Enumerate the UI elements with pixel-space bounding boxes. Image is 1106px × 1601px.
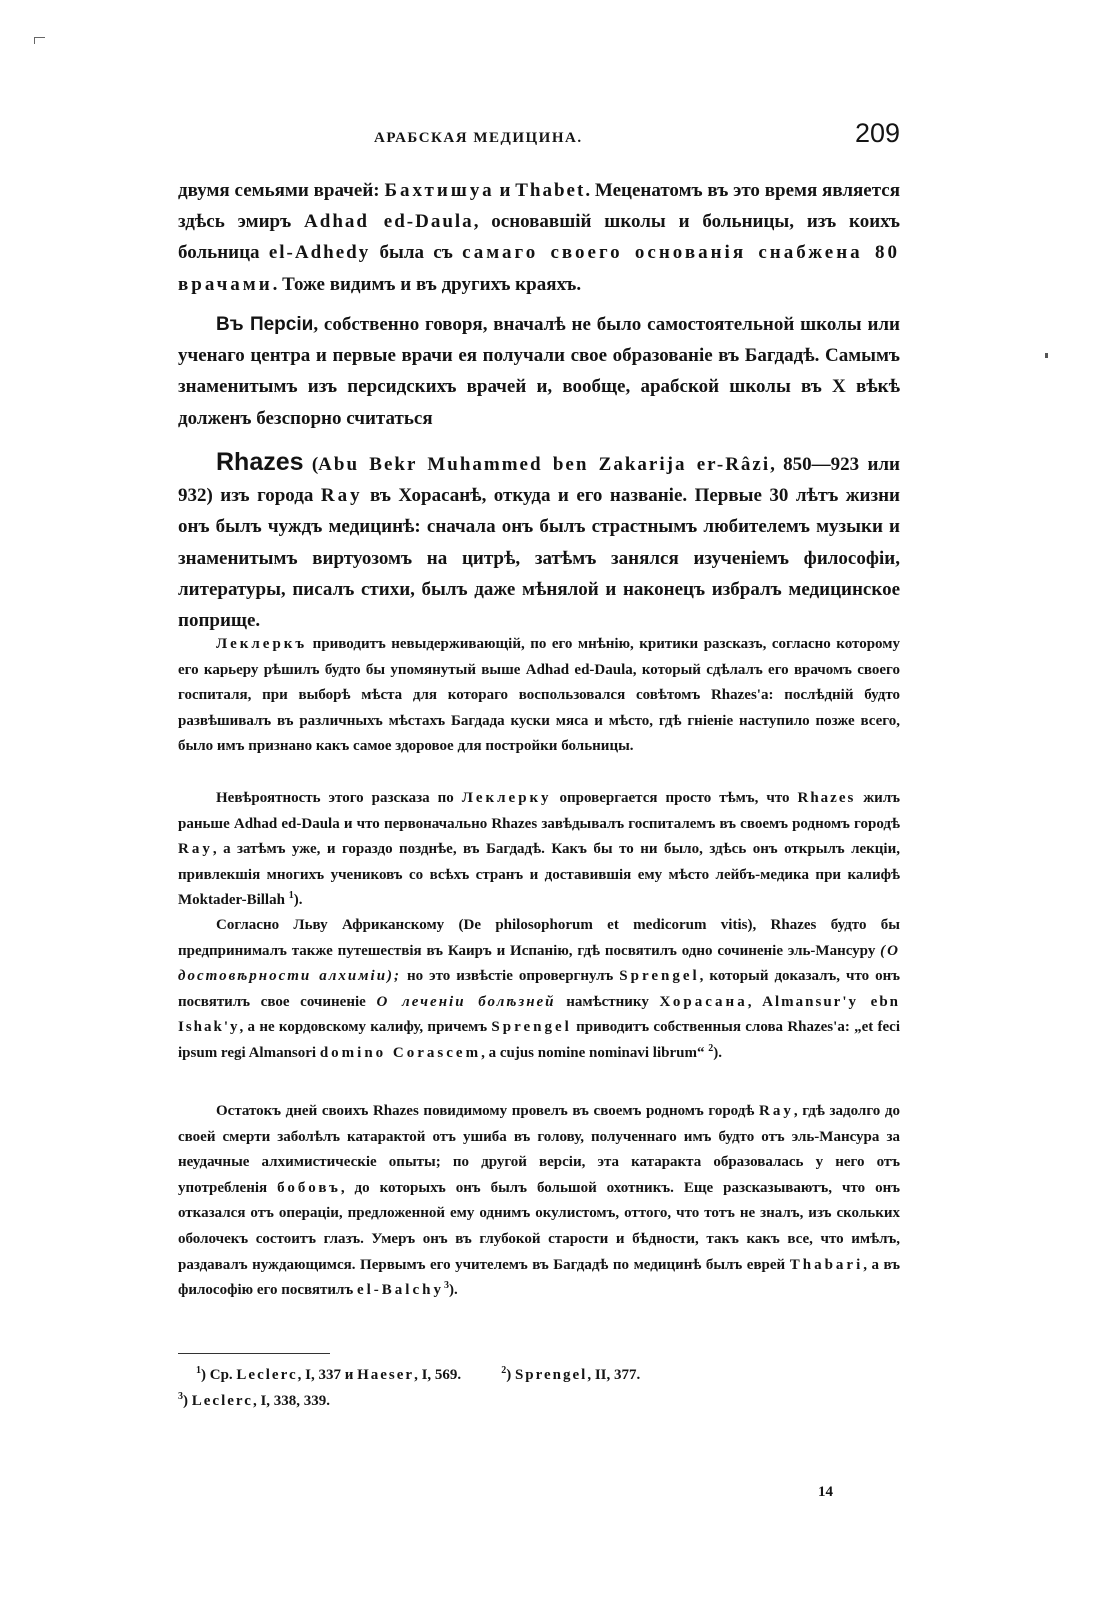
spaced-name: Thabari [789,1256,864,1273]
paragraph-5-text [178,786,900,914]
footnote-line-2 [178,1389,900,1415]
footnotes [178,1363,900,1414]
page-header [178,118,900,154]
paragraph-2 [178,309,900,434]
section-heading: Въ Персіи [216,314,314,335]
footnote-ref: 1 [288,890,294,902]
spaced-name: Haeser [357,1367,415,1383]
text-run: , а затѣмъ уже, и гораздо позднѣе, въ Багдадѣ. Какъ бы то ни было, здѣсь онъ открылъ лекціи, привлекшія многихъ учениковъ со всѣхъ странъ и доставившія ему мѣсто лейбъ-медика при калифѣ Moktader-Billah [178,841,900,909]
text-run: , I, 338, 339. [252,1392,331,1409]
spaced-name: Rhazes [797,790,856,806]
scan-corner-mark [34,37,45,44]
footnote-divider [178,1353,330,1354]
text-run: была съ [370,242,463,264]
spaced-name: Sprengel [491,1019,572,1036]
text-run: , I, 569. [414,1367,462,1383]
text-run: Остатокъ дней своихъ Rhazes повидимому провелъ въ своемъ родномъ городѣ [216,1103,759,1119]
spaced-name: Abu Bekr Muhammed ben Zakarija er-Râzi [318,454,771,475]
footnote-ref: 3 [443,1280,449,1292]
text-run: намѣстнику [555,993,660,1010]
paragraph-7 [178,1099,900,1304]
italic-title: О леченіи болѣзней [376,993,556,1010]
text-run: ). [293,892,303,909]
paragraph-6-text [178,913,900,1067]
spaced-name: Хорасана [659,993,748,1010]
paragraph-7-text [178,1099,900,1304]
running-title: АРАБСКАЯ МЕДИЦИНА. [374,130,583,146]
paragraph-5 [178,786,900,914]
text-run: ). [448,1282,458,1299]
text-run: ) [506,1367,515,1383]
spaced-name: Thabet [515,180,586,201]
text-run: но это извѣстіе опровергнулъ [401,968,620,985]
text-run: ). [713,1044,722,1061]
text-run: , до которыхъ онъ былъ большой охотникъ. Еще разсказываютъ, что онъ отказался отъ операціи, предложенной ему однимъ окулистомъ, оттого, что тотъ не зналъ, изъ скольких оболочекъ состоитъ глазъ. Умеръ онъ въ глубокой старости и бѣдности, такъ какъ все, что имѣлъ, раздавалъ нуждающимся. Первымъ его учителемъ въ Багдадѣ по медицинѣ былъ еврей [178,1179,901,1273]
text-run: въ Хорасанѣ, откуда и его названіе. Первые 30 лѣтъ жизни онъ былъ чуждъ медицинѣ: сначала онъ былъ страстнымъ любителемъ музыки и знаменитымъ виртуозомъ на цитрѣ, затѣмъ занялся изученіемъ философіи, литературы, писалъ стихи, былъ даже мѣнялой и наконецъ избралъ медицинское поприще. [178,485,901,632]
signature-mark: 14 [818,1484,833,1500]
text-run: . Тоже видимъ и въ другихъ краяхъ. [272,273,582,295]
text-run: ( [303,454,319,475]
spaced-name: Leclerc [236,1367,298,1383]
text-run: , a cujus nomine nominavi librum“ [481,1044,709,1061]
text-run: , который доказалъ, что онъ посвятилъ свое сочиненіе [178,968,900,1010]
spaced-emphasis: самаго своего основанія снабжена 80 врачами [178,242,900,295]
spaced-name: бобовъ [277,1179,341,1196]
spaced-name: el-Balchy [356,1282,444,1299]
text-run: двумя семьями врачей: [178,180,385,201]
paragraph-3 [178,447,900,636]
paragraph-2-text [178,309,900,434]
footnote-mark: 3 [178,1390,183,1402]
text-run: ) Cp. [201,1367,237,1383]
page-number: 209 [854,118,900,148]
spaced-name: Ray [320,485,363,507]
text-run: , а въ философію его посвятилъ [178,1256,900,1299]
text-run: Согласно Льву Африканскому (De philosophorum et medicorum vitis), Rhazes будто бы предпринималъ также путешествія въ Каиръ и Испанію, гдѣ посвятилъ одно сочиненіе эль-Мансуру [178,917,900,959]
spaced-name: el-Adhedy [268,242,371,264]
text-run: , 850—923 или 932) изъ города [178,454,900,507]
spaced-name: Sprengel [514,1367,588,1383]
text-run: , основавшій школы и больницы, изъ коихъ больница [178,211,900,264]
spaced-name: Almansur'y ebn Ishak'y [178,993,901,1036]
paragraph-1-text [178,175,900,300]
text-run: приводитъ невыдерживающій, по его мнѣнію, критики разсказъ, согласно которому его карьеру рѣшилъ будто бы упомянутый выше Adhad ed-Daula, который сдѣлалъ его врачомъ своего госпиталя, при выборѣ мѣста для котораго воспользовался совѣтомъ Rhazes'а: послѣдній будто развѣшивалъ въ различныхъ мѣстахъ Багдада куски мяса и мѣсто, гдѣ гніеніе наступило позже всего, было имъ признано какъ самое здоровое для постройки больницы. [178,636,900,755]
italic-title: (О достовѣрности алхиміи); [178,942,900,985]
paragraph-4 [178,632,900,760]
spaced-name: domino Corascem [319,1044,482,1061]
spaced-name: Leclerc [191,1392,253,1409]
paragraph-6 [178,913,900,1067]
text-run: и [494,180,516,201]
footnote-mark: 1 [196,1365,201,1376]
text-run: ) [183,1392,192,1409]
spaced-name: Бахтишуа [384,180,495,201]
spaced-name: Леклерку [461,790,552,806]
text-run: жилъ раньше Adhad ed-Daula и что первоначально Rhazes завѣдывалъ госпиталемъ въ своемъ родномъ городѣ [178,790,900,832]
paragraph-3-text [178,447,900,636]
spaced-name: Ray [178,841,213,858]
spaced-name: Ray [758,1103,794,1119]
rhazes-heading: Rhazes [216,448,304,476]
text-run: , гдѣ задолго до своей смерти заболѣлъ катарактой отъ ушиба въ голову, полученнаго имъ будто отъ эль-Мансура за неудачные алхимистическіе опыты; по другой версіи, эта катаракта образовалась у него отъ употребленія [178,1103,901,1196]
footnote-ref: 2 [708,1042,714,1054]
spaced-name: Adhad ed-Daula [304,211,474,233]
footnote-line-1 [178,1363,900,1389]
text-run: опровергается просто тѣмъ, что [551,790,798,806]
margin-mark [1045,353,1048,358]
spaced-name: Леклеркъ [216,636,308,652]
text-run: , [747,993,763,1010]
text-run: приводитъ собственныя слова Rhazes'а: „et feci ipsum regi Almansori [178,1019,900,1061]
paragraph-4-text [178,632,900,760]
text-run: , I, 337 и [297,1367,358,1383]
paragraph-1 [178,175,900,300]
text-run: , а не кордовскому калифу, причемъ [239,1019,492,1036]
text-run: , собственно говоря, вначалѣ не было самостоятельной школы или ученаго центра и первые врачи ея получали свое образованіе въ Багдадѣ. Самымъ знаменитымъ изъ персидскихъ врачей и, вообще, арабской школы въ X вѣкѣ долженъ безспорно считаться [178,314,900,429]
footnote-mark: 2 [501,1365,507,1376]
text-run: . Меценатомъ въ это время является здѣсь эмиръ [178,180,900,233]
text-run: , II, 377. [587,1367,641,1383]
text-run: Невѣроятность этого разсказа по [216,790,462,806]
spaced-name: Sprengel [619,968,700,985]
